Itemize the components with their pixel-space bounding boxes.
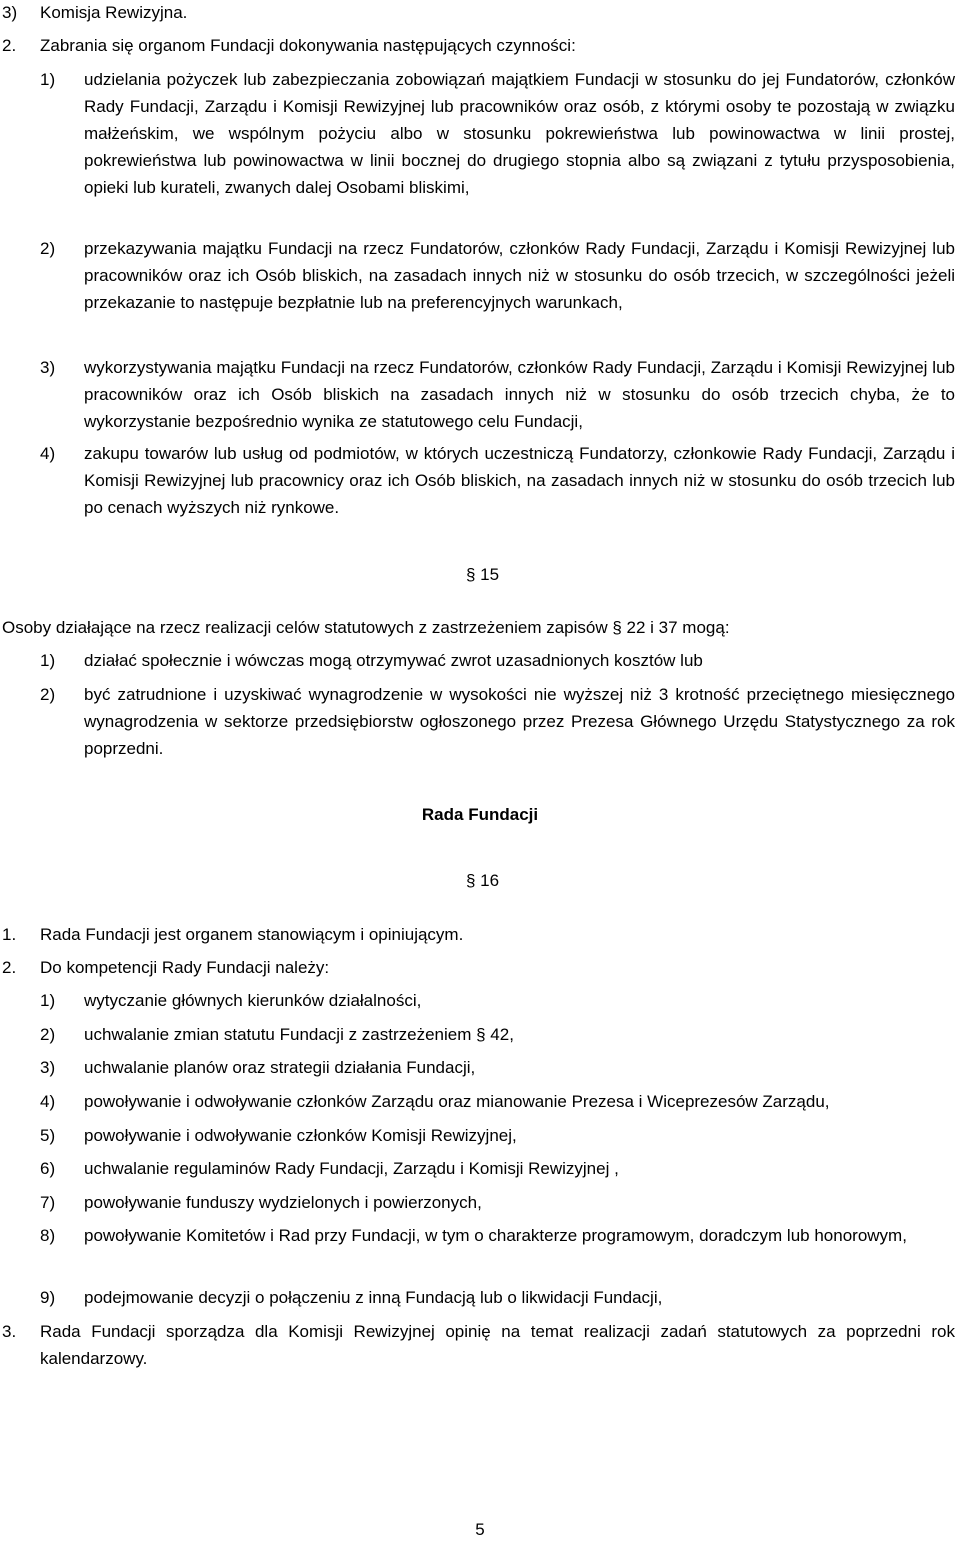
list-item-text: wykorzystywania majątku Fundacji na rzecz Fundatorów, członków Rady Fundacji, Zarządu i Komisji Rewizyjnej lub pracowników oraz ich Osób bliskich na zasadach innych niż w stosunku do osób trzecich chyba, że to wykorzystanie bezpośrednio wynika ze statutowego celu Fundacji, [84, 358, 955, 431]
list-item-text: uchwalanie planów oraz strategii działania Fundacji, [84, 1058, 476, 1077]
paragraph-number: 1. [2, 925, 17, 944]
paragraph-number: 3. [2, 1322, 17, 1341]
list-number: 2) [40, 239, 56, 258]
list-number: 5) [40, 1126, 56, 1145]
list-number: 4) [40, 444, 56, 463]
list-item-text: uchwalanie regulaminów Rady Fundacji, Zarządu i Komisji Rewizyjnej , [84, 1159, 619, 1178]
list-number: 2) [40, 685, 56, 704]
list-number: 3) [40, 1058, 56, 1077]
list-item-text: udzielania pożyczek lub zabezpieczania zobowiązań majątkiem Fundacji w stosunku do jej Fundatorów, członków Rady Fundacji, Zarządu i Komisji Rewizyjnej lub pracowników oraz osób, z którymi osoby te pozostają w związku małżeńskim, we wspólnym pożyciu albo w stosunku pokrewieństwa lub powinowactwa w linii prostej, pokrewieństwa lub powinowactwa w linii bocznej do drugiego stopnia albo są związani z tytułu przysposobienia, opieki lub kurateli, zwanych dalej Osobami bliskimi, [84, 70, 955, 197]
list-item-text: działać społecznie i wówczas mogą otrzymywać zwrot uzasadnionych kosztów lub [84, 651, 703, 670]
paragraph-number: 2. [2, 958, 17, 977]
list-number: 1) [40, 991, 56, 1010]
list-item-text: uchwalanie zmian statutu Fundacji z zastrzeżeniem § 42, [84, 1025, 514, 1044]
list-number: 3) [40, 358, 56, 377]
list-number: 8) [40, 1226, 56, 1245]
list-number: 9) [40, 1288, 56, 1307]
list-number: 6) [40, 1159, 56, 1178]
list-number: 2) [40, 1025, 56, 1044]
list-item-text: powoływanie funduszy wydzielonych i powierzonych, [84, 1193, 482, 1212]
paragraph-text: Rada Fundacji sporządza dla Komisji Rewizyjnej opinię na temat realizacji zadań statutowych za poprzedni rok kalendarzowy. [40, 1322, 955, 1368]
list-number: 3) [2, 3, 18, 22]
list-item-text: wytyczanie głównych kierunków działalności, [84, 991, 422, 1010]
list-item-text: być zatrudnione i uzyskiwać wynagrodzenie w wysokości nie wyższej niż 3 krotność przeciętnego miesięcznego wynagrodzenia w sektorze przedsiębiorstw ogłoszonego przez Prezesa Głównego Urzędu Statystycznego za rok poprzedni. [84, 685, 955, 758]
list-item-text: przekazywania majątku Fundacji na rzecz Fundatorów, członków Rady Fundacji, Zarządu i Komisji Rewizyjnej lub pracowników oraz ich Osób bliskich, na zasadach innych niż w stosunku do osób trzecich, w szczególności jeżeli przekazanie to następuje bezpłatnie lub na preferencyjnych warunkach, [84, 239, 955, 312]
list-item-text: zakupu towarów lub usług od podmiotów, w których uczestniczą Fundatorzy, członkowie Rady Fundacji, Zarządu i Komisji Rewizyjnej lub pracownicy oraz ich Osób bliskich, na zasadach innych niż w stosunku do osób trzecich lub po cenach wyższych niż rynkowe. [84, 444, 955, 517]
list-item-text: Komisja Rewizyjna. [40, 3, 188, 22]
paragraph-text: Do kompetencji Rady Fundacji należy: [40, 958, 330, 977]
list-item-text: podejmowanie decyzji o połączeniu z inną Fundacją lub o likwidacji Fundacji, [84, 1288, 663, 1307]
paragraph-text: Zabrania się organom Fundacji dokonywania następujących czynności: [40, 36, 576, 55]
list-item-text: powoływanie Komitetów i Rad przy Fundacji, w tym o charakterze programowym, doradczym lub honorowym, [84, 1226, 907, 1245]
list-number: 1) [40, 651, 56, 670]
list-number: 1) [40, 70, 56, 89]
paragraph-text: Rada Fundacji jest organem stanowiącym i opiniującym. [40, 925, 464, 944]
page-number: 5 [475, 1520, 485, 1539]
list-number: 7) [40, 1193, 56, 1212]
paragraph-number: 2. [2, 36, 17, 55]
section-title: Rada Fundacji [421, 805, 539, 824]
list-item-text: powoływanie i odwoływanie członków Komisji Rewizyjnej, [84, 1126, 517, 1145]
paragraph-text: Osoby działające na rzecz realizacji celów statutowych z zastrzeżeniem zapisów § 22 i 37 mogą: [2, 618, 730, 637]
section-heading: § 15 [466, 565, 500, 584]
list-number: 4) [40, 1092, 56, 1111]
section-heading: § 16 [466, 871, 500, 890]
list-item-text: powoływanie i odwoływanie członków Zarządu oraz mianowanie Prezesa i Wiceprezesów Zarządu, [84, 1092, 830, 1111]
